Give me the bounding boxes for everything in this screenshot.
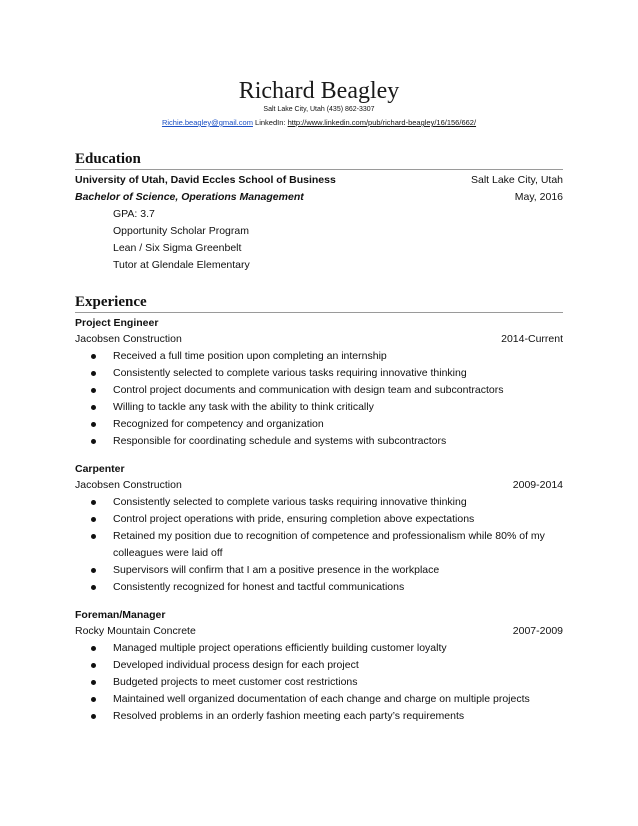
- job-bullets: [75, 348, 563, 450]
- bullet-text: Retained my position due to recognition of competence and professionalism while 80% of my colleagues were laid off: [113, 530, 545, 559]
- links-line: [0, 117, 638, 128]
- job-company: Rocky Mountain Concrete: [75, 625, 196, 637]
- email-link[interactable]: Richie.beagley@gmail.com: [161, 118, 253, 127]
- bullet-text: Resolved problems in an orderly fashion meeting each party’s requirements: [113, 710, 465, 722]
- bullet-icon: [91, 517, 96, 522]
- candidate-name: Richard Beagley: [238, 78, 400, 104]
- list-item: [75, 399, 563, 416]
- education-detail-sigma: Lean / Six Sigma Greenbelt: [113, 242, 242, 254]
- education-details: [75, 206, 563, 274]
- education-detail-scholar: Opportunity Scholar Program: [113, 225, 249, 237]
- degree-name: Bachelor of Science, Operations Management: [75, 191, 304, 203]
- bullet-text: Willing to tackle any task with the ability to think critically: [113, 401, 374, 413]
- job-company-row: [75, 331, 563, 348]
- job-company-row: [75, 623, 563, 640]
- contact-line: Salt Lake City, Utah (435) 862-3307: [263, 106, 375, 113]
- bullet-icon: [91, 405, 96, 410]
- education-detail-gpa: GPA: 3.7: [113, 208, 155, 220]
- bullet-icon: [91, 680, 96, 685]
- list-item: [75, 511, 563, 528]
- bullet-text: Consistently recognized for honest and tactful communications: [113, 581, 405, 593]
- bullet-icon: [91, 697, 96, 702]
- degree-date: May, 2016: [514, 191, 563, 203]
- education-degree-row: [75, 189, 563, 206]
- bullet-icon: [91, 534, 96, 539]
- bullet-icon: [91, 422, 96, 427]
- list-item: [75, 528, 563, 562]
- linkedin-link[interactable]: http://www.linkedin.com/pub/richard-beagley/16/156/662/: [287, 118, 477, 127]
- job-foreman-manager: [75, 607, 563, 725]
- bullet-text: Control project operations with pride, ensuring completion above expectations: [113, 513, 475, 525]
- school-name: University of Utah, David Eccles School of Business: [75, 174, 336, 186]
- job-dates: 2014-Current: [501, 333, 563, 345]
- list-item: [75, 416, 563, 433]
- bullet-text: Maintained well organized documentation of each change and charge on multiple projects: [113, 693, 530, 705]
- bullet-text: Received a full time position upon completing an internship: [113, 350, 387, 362]
- list-item: [75, 691, 563, 708]
- experience-heading: Experience: [75, 293, 563, 313]
- education-school-row: [75, 172, 563, 189]
- bullet-text: Managed multiple project operations efficiently building customer loyalty: [113, 642, 447, 654]
- job-title: Foreman/Manager: [75, 609, 166, 621]
- bullet-icon: [91, 663, 96, 668]
- bullet-text: Recognized for competency and organization: [113, 418, 324, 430]
- list-item: [75, 674, 563, 691]
- resume-header: [0, 78, 638, 128]
- list-item: [75, 382, 563, 399]
- bullet-icon: [91, 585, 96, 590]
- bullet-icon: [91, 568, 96, 573]
- education-section: [75, 150, 563, 274]
- bullet-text: Supervisors will confirm that I am a positive presence in the workplace: [113, 564, 440, 576]
- job-title: Project Engineer: [75, 317, 159, 329]
- bullet-icon: [91, 388, 96, 393]
- bullet-text: Developed individual process design for each project: [113, 659, 359, 671]
- bullet-text: Responsible for coordinating schedule and systems with subcontractors: [113, 435, 447, 447]
- job-company: Jacobsen Construction: [75, 479, 182, 491]
- bullet-icon: [91, 354, 96, 359]
- job-company: Jacobsen Construction: [75, 333, 182, 345]
- job-project-engineer: [75, 315, 563, 450]
- list-item: [75, 562, 563, 579]
- bullet-text: Consistently selected to complete various tasks requiring innovative thinking: [113, 496, 467, 508]
- job-dates: 2009-2014: [512, 479, 563, 491]
- bullet-icon: [91, 500, 96, 505]
- list-item: [75, 657, 563, 674]
- job-company-row: [75, 477, 563, 494]
- bullet-icon: [91, 439, 96, 444]
- list-item: [75, 348, 563, 365]
- education-heading: Education: [75, 150, 563, 170]
- education-detail-tutor: Tutor at Glendale Elementary: [113, 259, 250, 271]
- bullet-icon: [91, 646, 96, 651]
- job-dates: 2007-2009: [512, 625, 563, 637]
- bullet-text: Consistently selected to complete various tasks requiring innovative thinking: [113, 367, 467, 379]
- list-item: [75, 494, 563, 511]
- job-title: Carpenter: [75, 463, 125, 475]
- job-carpenter: [75, 461, 563, 596]
- job-bullets: [75, 640, 563, 725]
- list-item: [75, 640, 563, 657]
- school-location: Salt Lake City, Utah: [470, 174, 563, 186]
- linkedin-label: LinkedIn:: [255, 118, 286, 127]
- list-item: [75, 365, 563, 382]
- bullet-icon: [91, 714, 96, 719]
- job-bullets: [75, 494, 563, 596]
- bullet-icon: [91, 371, 96, 376]
- bullet-text: Control project documents and communication with design team and subcontractors: [113, 384, 504, 396]
- experience-section: [75, 293, 563, 725]
- list-item: [75, 579, 563, 596]
- list-item: [75, 433, 563, 450]
- bullet-text: Budgeted projects to meet customer cost restrictions: [113, 676, 358, 688]
- list-item: [75, 708, 563, 725]
